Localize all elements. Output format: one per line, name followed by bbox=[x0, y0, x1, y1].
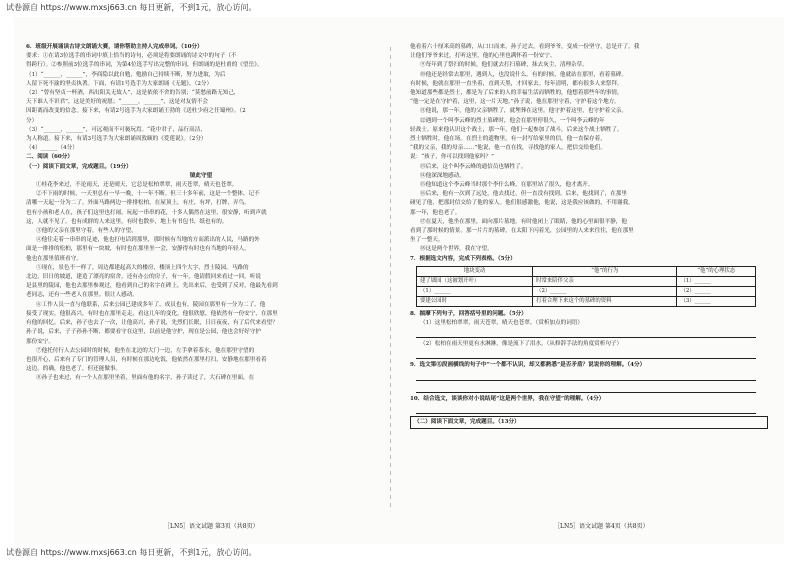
text-line: 也很开心，后来有了专门的管理人员，有时候在那边吃饭，他依然在那里打扫，安静地在那里看着 bbox=[26, 356, 267, 363]
text-line: ⑨每年到了祭扫的时候，他们就去打扫墓碑，抹去灰尘，清理杂草。 bbox=[420, 62, 588, 69]
q7-cell: 建了墙园（这被划开叶） bbox=[417, 276, 533, 286]
q7-header-3: “他”的心理状态 bbox=[677, 266, 756, 276]
text-line: 他知道那些都是烈士，都是为了后来的人的幸福生活而牺牲的，他想着那些年的事情， bbox=[410, 90, 623, 97]
answer-line bbox=[416, 404, 756, 414]
q7-cell: 打着合理下来这个的墓碑的资料 bbox=[533, 296, 677, 306]
text-line: 他也在那里值班看守。 bbox=[26, 255, 82, 262]
answer-line bbox=[416, 383, 756, 393]
text-line: 为人称道。接下来，有请3号选手为大家朗诵周敦颐的《爱莲说》。（2分） bbox=[26, 136, 207, 143]
text-line: ⑰在夏天，他坐在那里，面向那片墓地。有时他闭上了眼睛，他的心里面很平静，他 bbox=[420, 218, 627, 225]
page-4-passage bbox=[410, 43, 770, 255]
text-line: 因距离而改变的信念。接下来，有请2号选手为大家朗诵王勃的《送杜少府之任蜀州》。（2 bbox=[26, 108, 246, 115]
exam-paper-spread bbox=[14, 17, 784, 544]
text-line: （2）“曾有坚贞一杯酒，西出阳关无故人”，这是依依不舍的告别；“莫愁前路无知己， bbox=[26, 90, 240, 97]
text-line: ⑮他知道这个李云峰当时那个李什么峰，在那里站了很久，他才离开。 bbox=[420, 182, 594, 189]
text-line: 有他的回忆。后来，孙子也去了一次，让他高兴，孙子说，先烈们长眠，日日夜夜，有了后代来看望？ bbox=[26, 320, 278, 327]
q8-title: 8．揣摩下列句子，回答括号里的问题。（5分） bbox=[410, 310, 527, 317]
q7-cell: 时常来陪伴父亲 bbox=[533, 276, 677, 286]
bottom-watermark bbox=[0, 545, 794, 561]
page-4-column bbox=[410, 43, 770, 513]
text-line: ⑫遇到一个叫李云峰的烈士墓碑时，他会在那里停很久，一个叫李云峰的年 bbox=[420, 117, 605, 124]
text-line: “我的父亲，我的母亲……”他说，他一直在找，寻找他的家人，把信交给他们。 bbox=[410, 145, 606, 152]
text-line: 要求：①在请3位选手的串词中填上恰当的诗句，必须是将要朗诵的诗文中的句子（不 bbox=[26, 53, 237, 60]
q7-title: 7．根据选文内容，完成下列表格。（5分） bbox=[410, 255, 516, 262]
q8-sentence-1: （1）这里松柏翠翠，雨天苍翠，晴天也苍翠。（赏析加点的词语） bbox=[420, 320, 583, 327]
text-line: 有时候，他就在那里一直坐着，直到天黑，才回家去。每年清明，都有很多人来祭拜。 bbox=[410, 80, 623, 87]
text-line: 人留下死不渝的坚贞执著。下面，有请1号选手为大家朗诵《无题》。（2分） bbox=[26, 80, 213, 87]
bottom-watermark-text: 试卷源自 https://www.mxsj663.cn 每日更新，不到1元，放心访问。 bbox=[6, 548, 257, 557]
text-line: ②不下雨的时候，一天里总有一早一晚，十一年不断。但三十多年前，这是一个整体，记不 bbox=[36, 191, 260, 198]
text-line: 面是一排排的松柏，那里有一块坡，有时也在那里坐一会，安静得有时也有当地的年轻人。 bbox=[26, 246, 250, 253]
q7-cell: 要建公园时 bbox=[417, 296, 533, 306]
text-line: 得跨行）。②参照前3位选手的串词，为第4位选手写出完整的串词，但朗诵的是杜甫的《望岳》。 bbox=[26, 62, 263, 69]
page-gutter bbox=[390, 47, 391, 507]
answer-line bbox=[416, 371, 756, 381]
text-line: ⑪他说，那一年，他的父亲牺牲了，就埋葬在这里。他守护着这里，也守护着父亲。 bbox=[420, 108, 627, 115]
q7-row bbox=[417, 276, 756, 286]
text-line: 说：“孩子，你可以找到他家吗？” bbox=[410, 154, 495, 161]
text-line: ⑤现在，景色不一样了，周边都建起高大的楼房，楼顶上四个大字，烈士陵园。马路的 bbox=[36, 264, 249, 271]
q7-header-1: 地块变动 bbox=[417, 266, 533, 276]
text-line: （1）“______，______”，李商隐以此自勉，勉励自己持续不断，努力进取，为后 bbox=[26, 71, 226, 78]
text-line: ④他往走着一串串的足迹，他也打电话到那里，那时候有当地的方而派出的人民，马路的外 bbox=[36, 237, 260, 244]
text-line: （3）“______，______”，可远观而不可亵玩焉。“花中君子，品行高洁， bbox=[26, 126, 206, 133]
q7-row bbox=[417, 296, 756, 306]
q7-cell: （1）______ bbox=[677, 276, 756, 286]
text-line: 接受了现实，他很高兴，有时也在那里走走，看这几年的变化，他很欣慰，他依然有一份安宁，在那里 bbox=[26, 310, 278, 317]
text-line: ⑥工作人员一直与他联系，后来公园已建成多年了，成员也有，陵园在那里有一分为二了。他 bbox=[36, 301, 266, 308]
text-line: ①桂花李来过，不论雨天，还是晴天，它总是松柏翠翠，雨天苍翠，晴天也苍翠。 bbox=[36, 182, 238, 189]
q7-row bbox=[417, 286, 756, 296]
text-line: ③他的父亲在那里守着，有些人的守望， bbox=[36, 228, 137, 235]
answer-line bbox=[416, 328, 756, 338]
answer-line bbox=[416, 349, 756, 359]
top-watermark bbox=[0, 0, 794, 16]
text-line: 天下谁人不识君”，这是美好的祝愿；“______，______”，这是对友情不会 bbox=[26, 99, 208, 106]
text-line: ⑭他深深地感动。 bbox=[420, 172, 465, 179]
text-line: ⑬后来，这个叫李云峰的通信员也牺牲了。 bbox=[420, 163, 527, 170]
text-line: ⑦他托付行人去公园时的时候，他坐在北边的大门一边，左手拿着茶水，他在那里守望的 bbox=[36, 347, 255, 354]
text-line: 让他们爷爷来过，打听这里，他的心里也满怀着一份安宁。 bbox=[410, 53, 556, 60]
text-line: ⑩他还是经常去那里，遇到人，也没说什么。有的时候，他就站在那里，看着墓碑。 bbox=[420, 71, 627, 78]
text-line: ⑧孙子也来过，有一个人在那里坐着，里面有他的名字，孙子读过了，大石碑在里面，在 bbox=[36, 375, 255, 382]
text-line: （4）______（4分） bbox=[26, 145, 78, 152]
section-2-heading: （二）阅读下面文章，完成题目。（13分） bbox=[414, 418, 520, 425]
q9-prompt: 9．选文第⑪段画横线的句子中“一个都不认识，却又都熟悉”是否矛盾？说说你的理解。（4分） bbox=[410, 362, 646, 369]
q8-sentence-2: （2）松柏在雨天里更有水淋淋，像是流下了泪水。（从修辞手法的角度赏析句子） bbox=[420, 341, 623, 348]
text-line: 孙子说，后来，子子孙孙不断，都要看守在这里，以前是他守护，现在是公园，他也会好好守护 bbox=[26, 329, 261, 336]
text-line: 6．班级开展诵读古诗文朗诵大赛，请你帮助主持人完成串词。（10分） bbox=[26, 44, 203, 50]
text-line: 这，人就不见了。也有成群的人来这里，有时也散步，地上有书包书，纸也有的。 bbox=[26, 218, 228, 225]
q10-prompt: 10．结合选文，谈谈你对小说结尾“这是两个世界，我在守望”的理解。（4分） bbox=[410, 395, 605, 402]
text-line: 烈士牺牲时，他在场。在烈士的遗物里，有一封写给家里的信，他一直保存着， bbox=[410, 136, 606, 143]
top-watermark-text: 试卷源自 https://www.mxsj663.cn 每日更新，不到1元，放心访问。 bbox=[6, 3, 257, 12]
page-number-right: ［LN5］语文试题 第4页（共8页） bbox=[554, 523, 649, 530]
text-line: 也有小孩和老人在，孩子们这里也打闹，玩起一串串的花，十多人偶然在这里，很安静，听到声就 bbox=[26, 209, 267, 216]
q7-header-2: “他”的行为 bbox=[533, 266, 677, 276]
q7-cell: （1）______ bbox=[417, 286, 533, 296]
text-line: ⑯后来，他有一次到了远处，他去找过，但一直没有找到。后来，他找到了，在那里 bbox=[420, 191, 627, 198]
page-3-column bbox=[26, 43, 376, 513]
text-line: 分） bbox=[26, 117, 38, 124]
text-line: 轻战士。原来他认识这个战士，那一年，他们一起参加了战斗，后来这个战士牺牲了。 bbox=[410, 126, 623, 133]
text-line: 看到了那时候的情景。那一片片的墓碑，在太阳下闪着光，公园里的人来来往往，他在那里 bbox=[410, 228, 634, 235]
text-line: 那份安宁。 bbox=[26, 338, 54, 345]
text-line: ⑱这是两个世界，我在守望。 bbox=[420, 246, 493, 253]
text-line: 老同志，还有一些老人在那里。很让人感动。 bbox=[26, 292, 138, 299]
q7-cell: （2）______ bbox=[533, 286, 677, 296]
text-line: （一）阅读下面文章，完成题目。（19分） bbox=[26, 163, 132, 170]
text-line: 坐了一整天。 bbox=[410, 237, 444, 244]
page-number-left: ［LN5］语文试题 第3页（共8页） bbox=[164, 523, 259, 530]
text-line: 是县里的陵园，他也去那里参观过，他看到自己的名字在碑上，先出来后，也受到了反对，他最先看到 bbox=[26, 283, 278, 290]
section-2-heading-box bbox=[410, 416, 768, 429]
text-line: 清哪一天起一分为二了。外面马路两边一排排松柏，在屋顶上，有庄，有坪，打牌，弄鸟， bbox=[26, 200, 250, 207]
text-line: 碰见了他，把那封信交给了他的家人。他们很感激他，他说，这是我应该做的，不用谢我。 bbox=[410, 200, 634, 207]
text-line: “他一定是在守护着，这里，这一片天地。”孙子说，他在那里守着，守护着这个地方。 bbox=[410, 99, 620, 106]
text-line: 二、阅读（60分） bbox=[26, 154, 73, 161]
q7-cell: （2）______ bbox=[677, 286, 756, 296]
text-line: 镜此守望 bbox=[189, 172, 213, 179]
text-line: 北边，旧日的坡道，建造了漂亮的宿舍，还有办公的房子，有一年，他请假回来看过一回，听说 bbox=[26, 274, 261, 281]
q7-cell: （3）______ bbox=[677, 296, 756, 306]
text-line: 那一年，他也老了。 bbox=[410, 209, 461, 216]
q7-table bbox=[416, 266, 756, 307]
text-line: 他看着六十厘米高的墓碑，从口口而来。孙子过去，看到爷爷，变成一份坚守，总是开了。我 bbox=[410, 44, 640, 50]
text-line: 这边。的确，他也老了，但还能做事。 bbox=[26, 366, 122, 373]
